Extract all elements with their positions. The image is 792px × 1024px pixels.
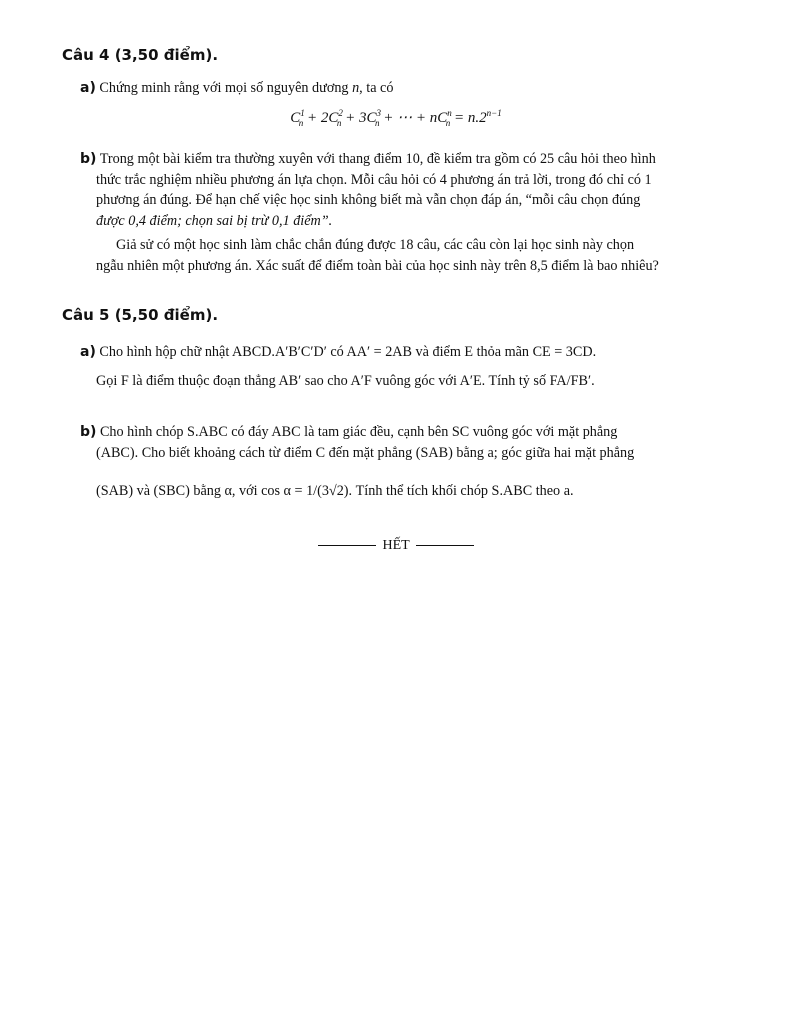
q5-a-label: a): [80, 344, 96, 360]
q4-part-b: [80, 149, 740, 276]
binomial-identity: $C^1_n + 2C^2_n + 3C^3_n$ + ⋯ + $nC^n_n = n.2^{n-1}$: [290, 108, 502, 128]
q4-part-a: [80, 78, 720, 99]
q5-b-line2: (ABC). Cho biết khoảng cách từ điểm C đến mặt phẳng (SAB) bằng a; góc giữa hai mặt phẳng: [96, 444, 635, 461]
q5-a-line2: Gọi F là điểm thuộc đoạn thẳng AB′ sao cho A′F vuông góc với A′E. Tính tỷ số FA/FB′.: [96, 372, 595, 389]
q5-b-line3: (SAB) và (SBC) bằng α, với cos α = 1/(3√2). Tính thể tích khối chóp S.ABC theo a.: [96, 483, 574, 499]
q4-a-var: n: [352, 80, 360, 96]
q5-part-a: [80, 342, 740, 391]
q4-a-formula: [0, 108, 792, 128]
end-rule-left: [318, 545, 376, 546]
q4-a-text: Chứng minh rằng với mọi số nguyên dương: [99, 80, 349, 96]
q5-b-label: b): [80, 424, 97, 440]
q5-part-b: [80, 422, 740, 502]
end-rule-right: [416, 545, 474, 546]
q4-b-line3: phương án đúng. Để hạn chế việc học sinh không biết mà vẫn chọn đáp án, “mỗi câu chọn đúng: [96, 192, 641, 208]
question-4-heading: Câu 4 (3,50 điểm).: [62, 46, 219, 64]
question-5-heading: Câu 5 (5,50 điểm).: [62, 306, 219, 324]
q4-b-line1: Trong một bài kiểm tra thường xuyên với thang điểm 10, đề kiểm tra gồm có 25 câu hỏi theo hình: [99, 151, 656, 167]
q4-b-line5: Giả sử có một học sinh làm chắc chắn đúng được 18 câu, các câu còn lại học sinh này chọn: [116, 237, 635, 253]
q4-b-line6: ngẫu nhiên một phương án. Xác suất để điểm toàn bài của học sinh này trên 8,5 điểm là bao nhiêu?: [96, 257, 659, 274]
q4-a-label: a): [80, 80, 96, 96]
q4-b-line4: được 0,4 điểm; chọn sai bị trừ 0,1 điểm”.: [96, 212, 333, 229]
q5-b-line1: Cho hình chóp S.ABC có đáy ABC là tam giác đều, cạnh bên SC vuông góc với mặt phẳng: [99, 424, 618, 440]
q4-b-line2: thức trắc nghiệm nhiều phương án lựa chọn. Mỗi câu hỏi có 4 phương án trả lời, trong đó chỉ có 1: [96, 171, 652, 188]
q4-b-label: b): [80, 151, 97, 167]
end-marker: [0, 538, 792, 554]
end-text: HẾT: [382, 538, 410, 553]
q5-a-line1: Cho hình hộp chữ nhật ABCD.A′B′C′D′ có AA′ = 2AB và điểm E thỏa mãn CE = 3CD.: [99, 344, 597, 360]
q4-a-text-end: , ta có: [359, 80, 394, 96]
